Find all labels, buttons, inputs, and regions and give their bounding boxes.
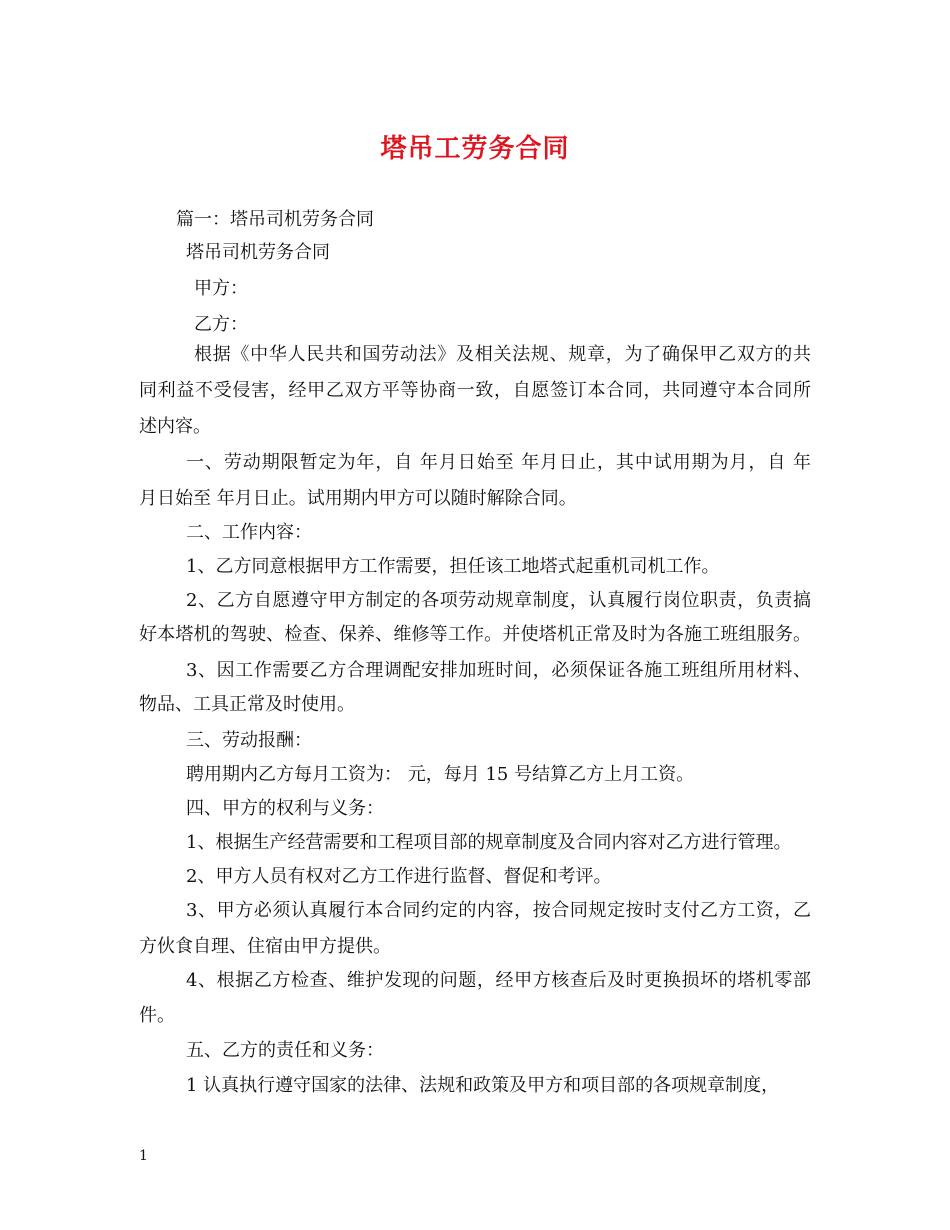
section-heading: 四、甲方的权利与义务： [186,798,384,819]
section-heading: 三、劳动报酬： [186,730,312,751]
clause-line: 好本塔机的驾驶、检查、保养、维修等工作。并使塔机正常及时为各施工班组服务。 [139,624,811,645]
clause-line: 方伙食自理、住宿由甲方提供。 [139,936,391,957]
paragraph-line: 同利益不受侵害，经甲乙双方平等协商一致，自愿签订本合同，共同遵守本合同所 [139,380,811,401]
party-a-label: 甲方： [194,278,248,299]
clause-line: 2、乙方自愿遵守甲方制定的各项劳动规章制度，认真履行岗位职责，负责搞 [186,590,811,611]
contract-subtitle: 塔吊司机劳务合同 [186,242,330,263]
clause-line: 2、甲方人员有权对乙方工作进行监督、督促和考评。 [186,866,612,887]
clause-line: 3、因工作需要乙方合理调配安排加班时间，必须保证各施工班组所用材料、 [186,660,811,681]
page-number: 1 [139,1148,148,1164]
paragraph-line: 根据《中华人民共和国劳动法》及相关法规、规章，为了确保甲乙双方的共 [194,344,811,365]
section-heading: 五、乙方的责任和义务： [186,1040,384,1061]
paragraph-line: 月日始至 年月日止。试用期内甲方可以随时解除合同。 [139,488,577,509]
clause-line: 1 认真执行遵守国家的法律、法规和政策及甲方和项目部的各项规章制度， [186,1075,780,1096]
clause-line: 4、根据乙方检查、维护发现的问题，经甲方核查后及时更换损坏的塔机零部 [186,970,811,991]
clause-line: 3、甲方必须认真履行本合同约定的内容，按合同规定按时支付乙方工资，乙 [186,900,811,921]
clause-line: 1、乙方同意根据甲方工作需要，担任该工地塔式起重机司机工作。 [186,556,720,577]
clause-line: 件。 [139,1005,175,1026]
clause-line: 物品、工具正常及时使用。 [139,694,355,715]
section-heading: 篇一：塔吊司机劳务合同 [176,209,374,230]
paragraph-line: 一、劳动期限暂定为年，自 年月日始至 年月日止，其中试用期为月，自 年 [186,452,811,473]
document-title: 塔吊工劳务合同 [380,134,570,164]
clause-line: 聘用期内乙方每月工资为： 元，每月 15 号结算乙方上月工资。 [186,764,695,785]
paragraph-line: 述内容。 [139,416,211,437]
section-heading: 二、工作内容： [186,522,312,543]
clause-line: 1、根据生产经营需要和工程项目部的规章制度及合同内容对乙方进行管理。 [186,832,792,853]
party-b-label: 乙方： [194,314,248,335]
